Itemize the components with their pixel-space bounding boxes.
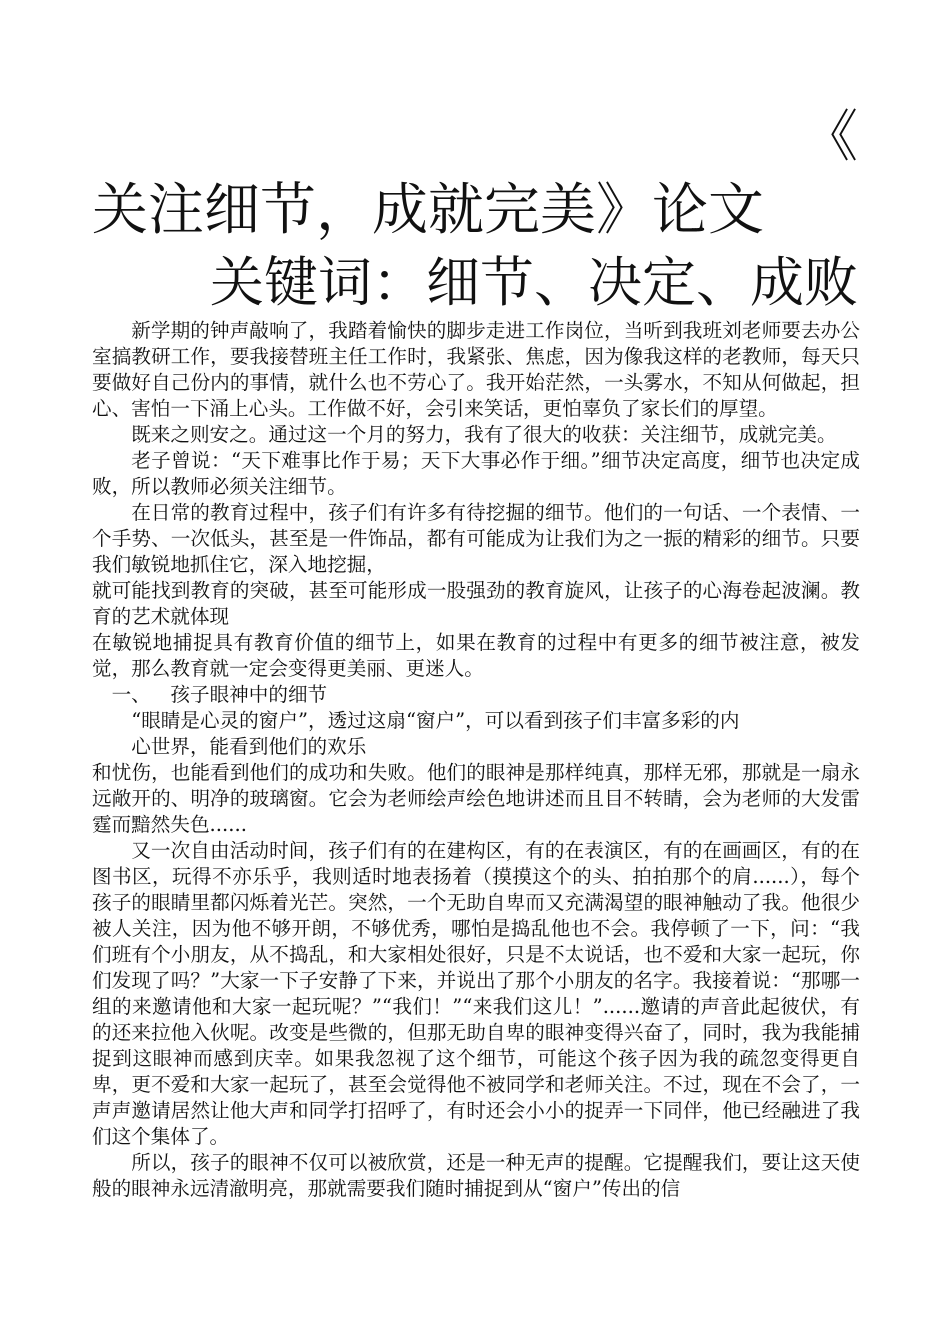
paragraph-last: 所以，孩子的眼神不仅可以被欣赏，还是一种无声的提醒。它提醒我们，要让这天使般的眼神永远清澈明亮，那就需要我们随时捕捉到从“窗户”传出的信 bbox=[92, 1151, 860, 1200]
section-title: 孩子眼神中的细节 bbox=[170, 683, 328, 706]
quote-line-2: 心世界，能看到他们的欢乐 bbox=[131, 735, 367, 758]
paragraph-breakthrough: 就可能找到教育的突破，甚至可能形成一股强劲的教育旋风，让孩子的心海卷起波澜。教育的艺术就体现 bbox=[92, 579, 860, 628]
section-number: 一、 bbox=[111, 683, 151, 706]
paragraph-details: 在日常的教育过程中，孩子们有许多有待挖掘的细节。他们的一句话、一个表情、一个手势、一次低头，甚至是一件饰品，都有可能成为让我们为之一振的精彩的细节。只要我们敏锐地抓住它，深入地挖掘， bbox=[92, 501, 860, 576]
document-title: 关注细节，成就完美》论文 bbox=[92, 178, 764, 243]
paragraph-art-of-education: 在敏锐地捕捉具有教育价值的细节上，如果在教育的过程中有更多的细节被注意，被发觉，那么教育就一定会变得更美丽、更迷人。 bbox=[92, 631, 860, 680]
paragraph-intro: 新学期的钟声敲响了，我踏着愉快的脚步走进工作岗位，当听到我班刘老师要去办公室搞教研工作，要我接替班主任工作时，我紧张、焦虑，因为像我这样的老教师，每天只要做好自己份内的事情，就什么也不劳心了。我开始茫然，一头雾水，不知从何做起，担心、害怕一下涌上心头。工作做不好，会引来笑话，更怕辜负了家长们的厚望。 bbox=[92, 319, 860, 420]
paragraph-story: 又一次自由活动时间，孩子们有的在建构区，有的在表演区，有的在画画区，有的在图书区，玩得不亦乐乎，我则适时地表扬着（摸摸这个的头、拍拍那个的肩......），每个孩子的眼睛里都闪烁着光芒。突然，一个无助自卑而又充满渴望的眼神触动了我。他很少被人关注，因为他不够开朗，不够优秀，哪怕是捣乱他也不会。我停顿了一下，问：“我们班有个小朋友，从不捣乱，和大家相处很好，只是不太说话，也不爱和大家一起玩，你们发现了吗？”大家一下子安静了下来，并说出了那个小朋友的名字。我接着说：“那哪一组的来邀请他和大家一起玩呢？”“我们！”“来我们这儿！”......邀请的声音此起彼伏，有的还来拉他入伙呢。改变是些微的，但那无助自卑的眼神变得兴奋了，同时，我为我能捕捉到这眼神而感到庆幸。如果我忽视了这个细节，可能这个孩子因为我的疏忽变得更自卑，更不爱和大家一起玩了，甚至会觉得他不被同学和老师关注。不过，现在不会了，一声声邀请居然让他大声和同学打招呼了，有时还会小小的捉弄一下同伴，他已经融进了我们这个集体了。 bbox=[92, 839, 860, 1148]
document-body bbox=[92, 318, 860, 1202]
paragraph-laozi-quote: 老子曾说：“天下难事比作于易；天下大事必作于细。”细节决定高度，细节也决定成败，所以教师必须关注细节。 bbox=[92, 449, 860, 498]
paragraph-summary: 既来之则安之。通过这一个月的努力，我有了很大的收获：关注细节，成就完美。 bbox=[131, 423, 837, 446]
title-open-bracket: 《 bbox=[802, 105, 858, 170]
keywords-line: 关键词：细节、决定、成败 bbox=[210, 251, 858, 314]
section-heading bbox=[92, 682, 860, 708]
quote-line-1: “眼睛是心灵的窗户”，透过这扇“窗户”，可以看到孩子们丰富多彩的内 bbox=[131, 709, 740, 732]
paragraph-after-quote: 和忧伤，也能看到他们的成功和失败。他们的眼神是那样纯真，那样无邪，那就是一扇永远敞开的、明净的玻璃窗。它会为老师绘声绘色地讲述而且目不转睛，会为老师的大发雷霆而黯然失色...... bbox=[92, 761, 860, 836]
